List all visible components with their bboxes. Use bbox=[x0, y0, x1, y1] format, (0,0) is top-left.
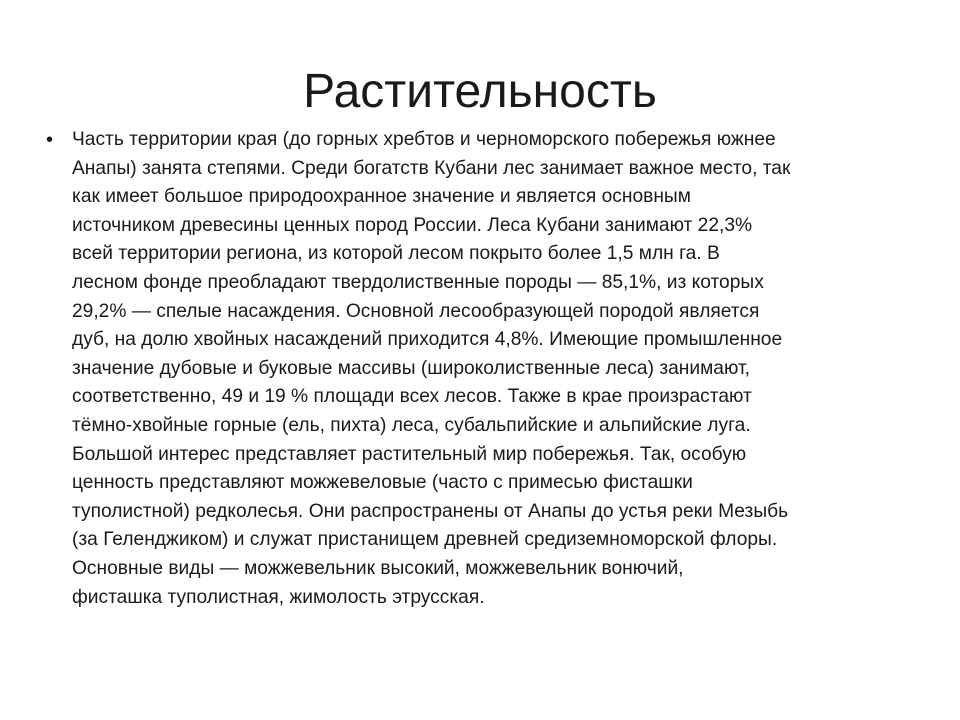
paragraph-line: Часть территории края (до горных хребтов и черноморского побережья южнее bbox=[72, 129, 776, 150]
paragraph-line: соответственно, 49 и 19 % площади всех лесов. Также в крае произрастают bbox=[72, 386, 752, 408]
bullet-paragraph bbox=[72, 126, 910, 612]
paragraph-line: ценность представляют можжевеловые (часто с примесью фисташки bbox=[72, 472, 693, 494]
paragraph-line: Основные виды — можжевельник высокий, можжевельник вонючий, bbox=[72, 557, 684, 579]
paragraph-line: всей территории региона, из которой лесом покрыто более 1,5 млн га. В bbox=[72, 243, 720, 265]
paragraph-line: (за Геленджиком) и служат пристанищем древней средиземноморской флоры. bbox=[72, 529, 778, 551]
paragraph-line: дуб, на долю хвойных насаждений приходится 4,8%. Имеющие промышленное bbox=[72, 329, 783, 351]
paragraph-line: тёмно-хвойные горные (ель, пихта) леса, субальпийские и альпийские луга. bbox=[72, 414, 751, 436]
paragraph-line: 29,2% — спелые насаждения. Основной лесообразующей породой является bbox=[72, 300, 760, 322]
paragraph-line: источником древесины ценных пород России. Леса Кубани занимают 22,3% bbox=[72, 214, 753, 236]
paragraph-line: фисташка туполистная, жимолость этрусская. bbox=[72, 586, 485, 608]
paragraph-line: Большой интерес представляет растительный мир побережья. Так, особую bbox=[72, 443, 747, 465]
bullet-dot-icon: • bbox=[46, 129, 54, 151]
paragraph-line: Анапы) занята степями. Среди богатств Кубани лес занимает важное место, так bbox=[72, 157, 791, 179]
paragraph-line: лесном фонде преобладают твердолиственные породы — 85,1%, из которых bbox=[72, 271, 764, 293]
bullet-item bbox=[46, 126, 910, 612]
paragraph-line: как имеет большое природоохранное значение и является основным bbox=[72, 186, 691, 208]
paragraph-line: туполистной) редколесья. Они распространены от Анапы до устья реки Мезыбь bbox=[72, 500, 789, 522]
slide-content bbox=[46, 126, 910, 612]
paragraph-line: значение дубовые и буковые массивы (широколиственные леса) занимают, bbox=[72, 357, 750, 379]
slide-title: Растительность bbox=[303, 65, 657, 118]
